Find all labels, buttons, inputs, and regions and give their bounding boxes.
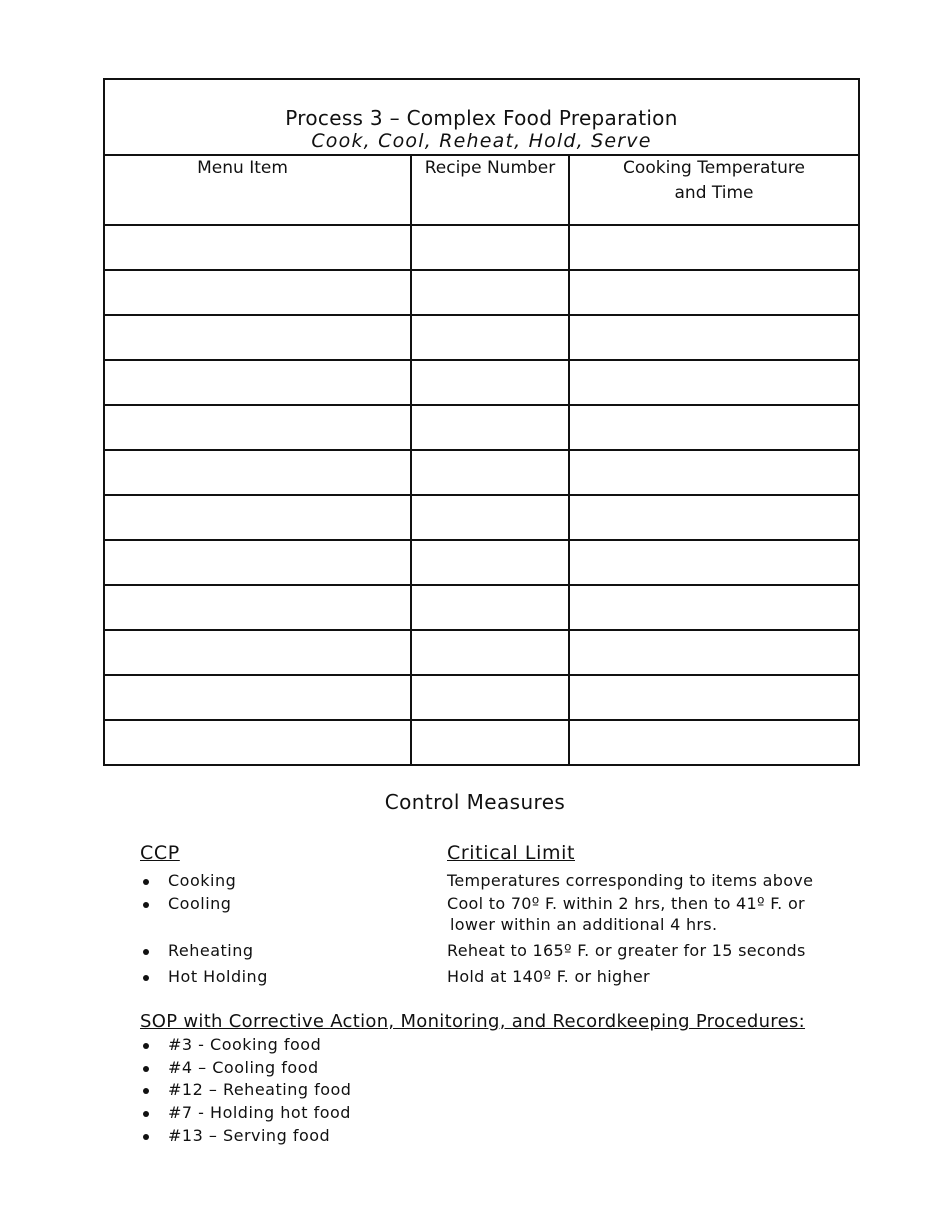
- form-title-cell: [104, 79, 859, 155]
- critical-limit-list: [447, 871, 813, 990]
- recipe-number-cell[interactable]: [411, 360, 569, 405]
- table-row: [104, 630, 859, 675]
- cooking-temperature-cell[interactable]: [569, 630, 859, 675]
- sop-item: #7 - Holding hot food: [140, 1103, 351, 1126]
- cooking-temperature-cell[interactable]: [569, 720, 859, 765]
- table-row: [104, 540, 859, 585]
- recipe-number-cell[interactable]: [411, 225, 569, 270]
- ccp-list: [140, 871, 268, 990]
- recipe-number-cell[interactable]: [411, 585, 569, 630]
- recipe-number-cell[interactable]: [411, 405, 569, 450]
- recipe-number-cell[interactable]: [411, 315, 569, 360]
- cooking-temperature-cell[interactable]: [569, 225, 859, 270]
- table-row: [104, 720, 859, 765]
- menu-item-cell[interactable]: [104, 495, 411, 540]
- menu-item-cell[interactable]: [104, 450, 411, 495]
- cooking-temperature-cell[interactable]: [569, 495, 859, 540]
- table-row: [104, 360, 859, 405]
- column-header-menu-item: Menu Item: [104, 155, 411, 225]
- sop-list: [140, 1035, 351, 1149]
- recipe-number-cell[interactable]: [411, 675, 569, 720]
- recipe-number-cell[interactable]: [411, 540, 569, 585]
- sop-item: #4 – Cooling food: [140, 1058, 351, 1080]
- table-row: [104, 495, 859, 540]
- menu-item-cell[interactable]: [104, 630, 411, 675]
- menu-item-cell[interactable]: [104, 315, 411, 360]
- menu-item-cell[interactable]: [104, 540, 411, 585]
- control-measures-title: Control Measures: [384, 790, 566, 814]
- form-subtitle: Cook, Cool, Reheat, Hold, Serve: [311, 130, 652, 152]
- food-preparation-form-table: [103, 78, 860, 766]
- critical-limit-item-continued: lower within an additional 4 hrs.: [450, 915, 718, 934]
- sop-item: #3 - Cooking food: [140, 1035, 351, 1058]
- sop-item: #12 – Reheating food: [140, 1080, 351, 1103]
- table-row: [104, 225, 859, 270]
- menu-item-cell[interactable]: [104, 270, 411, 315]
- cooking-temperature-cell[interactable]: [569, 315, 859, 360]
- column-header-cooking-temperature: Cooking Temperature and Time: [569, 155, 859, 225]
- menu-item-cell[interactable]: [104, 405, 411, 450]
- cooking-temperature-cell[interactable]: [569, 540, 859, 585]
- sop-heading: SOP with Corrective Action, Monitoring, and Recordkeeping Procedures:: [140, 1011, 806, 1032]
- table-row: [104, 450, 859, 495]
- ccp-item: Cooking: [140, 871, 268, 894]
- table-row: [104, 315, 859, 360]
- menu-item-cell[interactable]: [104, 225, 411, 270]
- critical-limit-item: Reheat to 165º F. or greater for 15 seconds: [447, 941, 806, 960]
- table-row: [104, 585, 859, 630]
- menu-item-cell[interactable]: [104, 675, 411, 720]
- table-row: [104, 270, 859, 315]
- menu-item-cell[interactable]: [104, 720, 411, 765]
- table-row: [104, 405, 859, 450]
- ccp-heading: CCP: [140, 842, 180, 864]
- cooking-temperature-cell[interactable]: [569, 270, 859, 315]
- cooking-temperature-cell[interactable]: [569, 675, 859, 720]
- cooking-temperature-cell[interactable]: [569, 360, 859, 405]
- recipe-number-cell[interactable]: [411, 630, 569, 675]
- menu-item-cell[interactable]: [104, 585, 411, 630]
- column-header-recipe-number: Recipe Number: [411, 155, 569, 225]
- ccp-item: Reheating: [140, 941, 268, 967]
- table-row: [104, 675, 859, 720]
- critical-limit-item: Cool to 70º F. within 2 hrs, then to 41º F. or: [447, 894, 805, 913]
- critical-limit-item: Hold at 140º F. or higher: [447, 967, 650, 986]
- ccp-item: Hot Holding: [140, 967, 268, 990]
- ccp-item: Cooling: [140, 894, 268, 941]
- recipe-number-cell[interactable]: [411, 720, 569, 765]
- critical-limit-heading: Critical Limit: [447, 842, 575, 864]
- menu-item-cell[interactable]: [104, 360, 411, 405]
- cooking-temperature-cell[interactable]: [569, 450, 859, 495]
- recipe-number-cell[interactable]: [411, 495, 569, 540]
- recipe-number-cell[interactable]: [411, 450, 569, 495]
- sop-item: #13 – Serving food: [140, 1126, 351, 1149]
- cooking-temperature-cell[interactable]: [569, 405, 859, 450]
- cooking-temperature-cell[interactable]: [569, 585, 859, 630]
- recipe-number-cell[interactable]: [411, 270, 569, 315]
- critical-limit-item: Temperatures corresponding to items above: [447, 871, 814, 890]
- form-title: Process 3 – Complex Food Preparation: [285, 106, 678, 130]
